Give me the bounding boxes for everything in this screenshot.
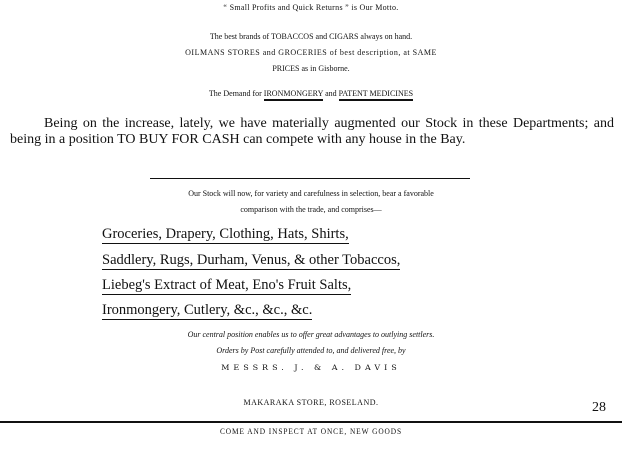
demand-prefix: The Demand for — [208, 89, 264, 98]
tobacco-brands-line: The best brands of TOBACCOS and CIGARS always on hand. — [209, 32, 413, 41]
advert-number: 28 — [592, 400, 606, 415]
demand-and: and — [323, 89, 339, 98]
stock-line-1: Our Stock will now, for variety and carefulness in selection, bear a favorable — [188, 189, 434, 198]
come-inspect-heading: COME AND INSPECT AT ONCE, NEW GOODS — [219, 427, 403, 436]
orders-by-post-line: Orders by Post carefully attended to, and delivered free, by — [216, 346, 406, 355]
stock-item: Liebeg's Extract of Meat, Eno's Fruit Salts, — [102, 277, 352, 293]
stock-item: Ironmongery, Cutlery, &c., &c., &c. — [102, 302, 313, 318]
stock-line-2: comparison with the trade, and comprises— — [240, 205, 382, 214]
ironmongery-label: IRONMONGERY — [264, 89, 323, 101]
central-position-line: Our central position enables us to offer great advantages to outlying settlers. — [187, 330, 435, 339]
section-divider — [150, 178, 470, 179]
patent-medicines-label: PATENT MEDICINES — [339, 89, 413, 101]
store-address: MAKARAKA STORE, ROSELAND. — [243, 398, 379, 407]
merchant-name: MESSRS. J. & A. DAVIS — [221, 363, 401, 372]
stock-item: Saddlery, Rugs, Durham, Venus, & other Tobaccos, — [102, 252, 401, 268]
oilmans-stores-line: OILMANS STORES and GROCERIES of best description, at SAME — [185, 48, 437, 57]
motto-heading: “ Small Profits and Quick Returns ” is Our Motto. — [223, 3, 399, 12]
stock-item: Groceries, Drapery, Clothing, Hats, Shirts, — [102, 226, 349, 242]
increase-paragraph: Being on the increase, lately, we have materially augmented our Stock in these Departments; and being in a position TO BUY FOR CASH can compete with any house in the Bay. — [10, 116, 614, 147]
prices-line: PRICES as in Gisborne. — [272, 64, 350, 73]
bottom-rule — [0, 421, 622, 423]
demand-heading — [0, 90, 622, 98]
